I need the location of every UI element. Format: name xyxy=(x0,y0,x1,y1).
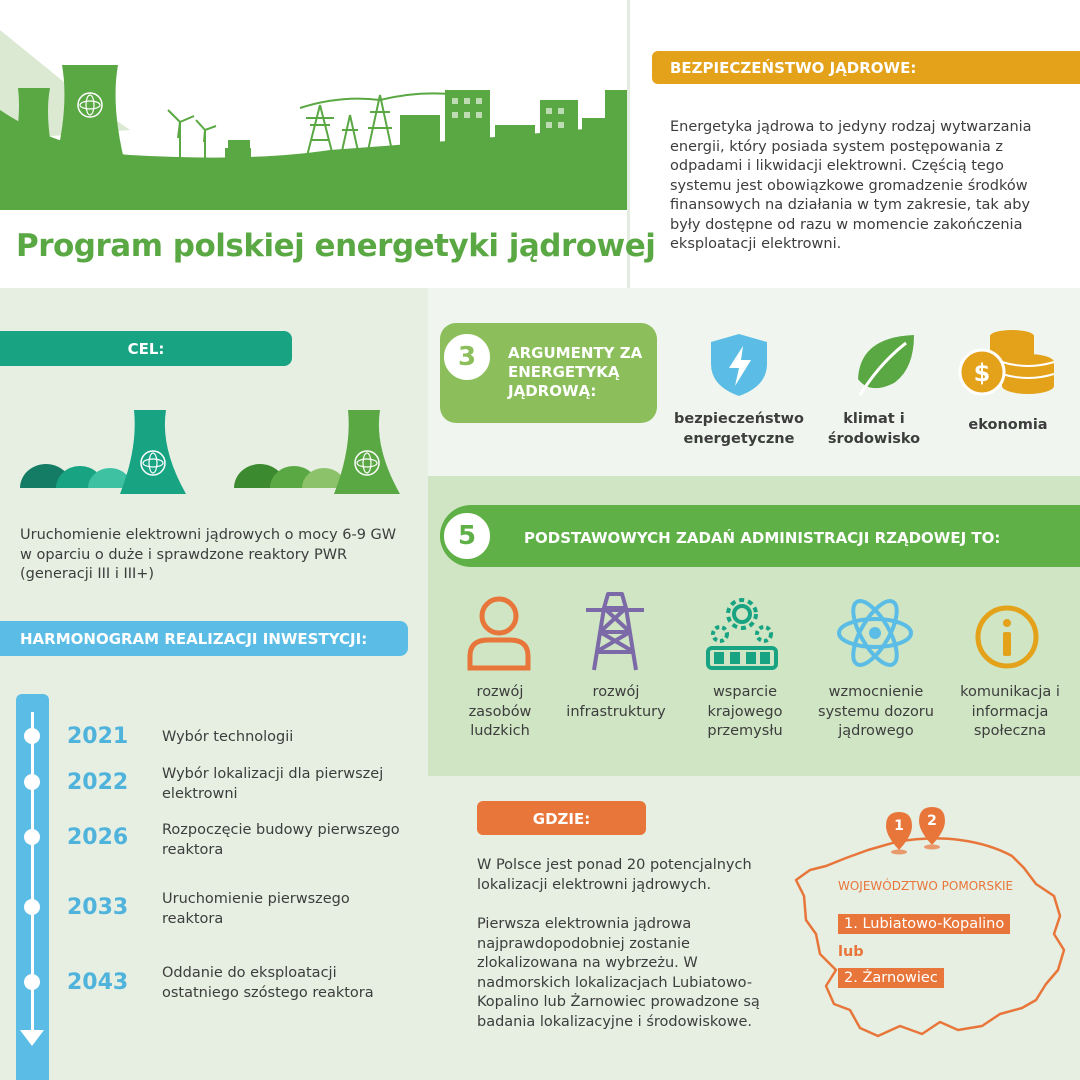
timeline-dot xyxy=(24,774,40,790)
industry-gears-icon xyxy=(704,598,780,670)
timeline-dot xyxy=(24,974,40,990)
leaf-icon xyxy=(850,333,920,399)
timeline-event: Uruchomienie pierwszego reaktora xyxy=(162,891,350,927)
task-label: komunikacja i informacja społeczna xyxy=(960,684,1060,739)
svg-text:$: $ xyxy=(973,359,991,387)
task-label: rozwój zasobów ludzkich xyxy=(468,684,532,739)
info-icon xyxy=(974,604,1040,670)
page-title: Program polskiej energetyki jądrowej xyxy=(16,228,656,264)
task-label: rozwój infrastruktury xyxy=(566,684,666,720)
timeline-dot xyxy=(24,728,40,744)
tasks-count: 5 xyxy=(440,509,494,563)
schedule-heading: HARMONOGRAM REALIZACJI INWESTYCJI: xyxy=(20,630,368,648)
timeline-dot xyxy=(24,899,40,915)
reactor-illustration-green xyxy=(234,408,404,496)
timeline-event: Rozpoczęcie budowy pierwszego reaktora xyxy=(162,822,400,858)
safety-text: Energetyka jądrowa to jedyny rodzaj wytwarzania energii, który posiada system postępowania z odpadami i likwidacji elektrowni. Częścią tego systemu jest obowiązkowe gromadzenie środków finansowych na działania w tym zakresie, tak aby były dostępne od razu w momencie zakończenia eksploatacji elektrowni. xyxy=(670,119,1032,252)
location-text: W Polsce jest ponad 20 potencjalnych lokalizacji elektrowni jądrowych. xyxy=(477,857,752,893)
location-option: 2. Żarnowiec xyxy=(838,968,944,988)
location-option: 1. Lubiatowo-Kopalino xyxy=(838,914,1010,934)
pin-number: 1 xyxy=(894,818,904,834)
location-details: Pierwsza elektrownia jądrowa najprawdopodobniej zostanie zlokalizowana na wybrzeżu. W nadmorskich lokalizacjach Lubiatowo-Kopalino lub Żarnowiec prowadzone są badania lokalizacyjne i środowiskowe. xyxy=(477,916,760,1030)
timeline-year: 2026 xyxy=(67,825,129,850)
timeline-arrow-icon xyxy=(20,1030,44,1046)
argument-label: bezpieczeństwo energetyczne xyxy=(674,411,804,447)
argument-label: klimat i środowisko xyxy=(827,411,921,447)
timeline-year: 2021 xyxy=(67,724,129,749)
timeline-year: 2043 xyxy=(67,970,129,995)
argument-label: ekonomia xyxy=(968,417,1048,433)
left-panel xyxy=(0,288,428,1080)
atom-icon xyxy=(836,592,914,674)
pin-number: 2 xyxy=(927,813,937,829)
timeline-dot xyxy=(24,829,40,845)
location-or: lub xyxy=(838,944,864,960)
goal-text: Uruchomienie elektrowni jądrowych o mocy 6-9 GW w oparciu o duże i sprawdzone reaktory PWR (generacji III i III+) xyxy=(20,527,397,582)
power-tower-icon xyxy=(582,590,648,674)
safety-heading: BEZPIECZEŃSTWO JĄDROWE: xyxy=(670,59,917,77)
timeline-event: Wybór technologii xyxy=(162,729,294,745)
tasks-heading: PODSTAWOWYCH ZADAŃ ADMINISTRACJI RZĄDOWEJ TO: xyxy=(524,529,1001,547)
timeline-year: 2022 xyxy=(67,770,129,795)
coins-icon xyxy=(958,330,1058,400)
task-label: wsparcie krajowego przemysłu xyxy=(707,684,783,739)
arguments-count: 3 xyxy=(440,330,494,384)
timeline-event: Wybór lokalizacji dla pierwszej elektrowni xyxy=(162,766,384,802)
shield-bolt-icon xyxy=(707,332,771,398)
timeline-year: 2033 xyxy=(67,895,129,920)
goal-heading: CEL: xyxy=(127,340,165,358)
timeline-event: Oddanie do eksploatacji ostatniego szóstego reaktora xyxy=(162,965,374,1001)
region-label: WOJEWÓDZTWO POMORSKIE xyxy=(838,879,1014,893)
person-icon xyxy=(466,596,532,672)
location-heading: GDZIE: xyxy=(532,810,591,828)
reactor-illustration-teal xyxy=(20,408,190,496)
header-green-band xyxy=(0,168,627,210)
task-label: wzmocnienie systemu dozoru jądrowego xyxy=(818,684,934,739)
arguments-heading: ARGUMENTY ZA ENERGETYKĄ JĄDROWĄ: xyxy=(508,344,643,400)
